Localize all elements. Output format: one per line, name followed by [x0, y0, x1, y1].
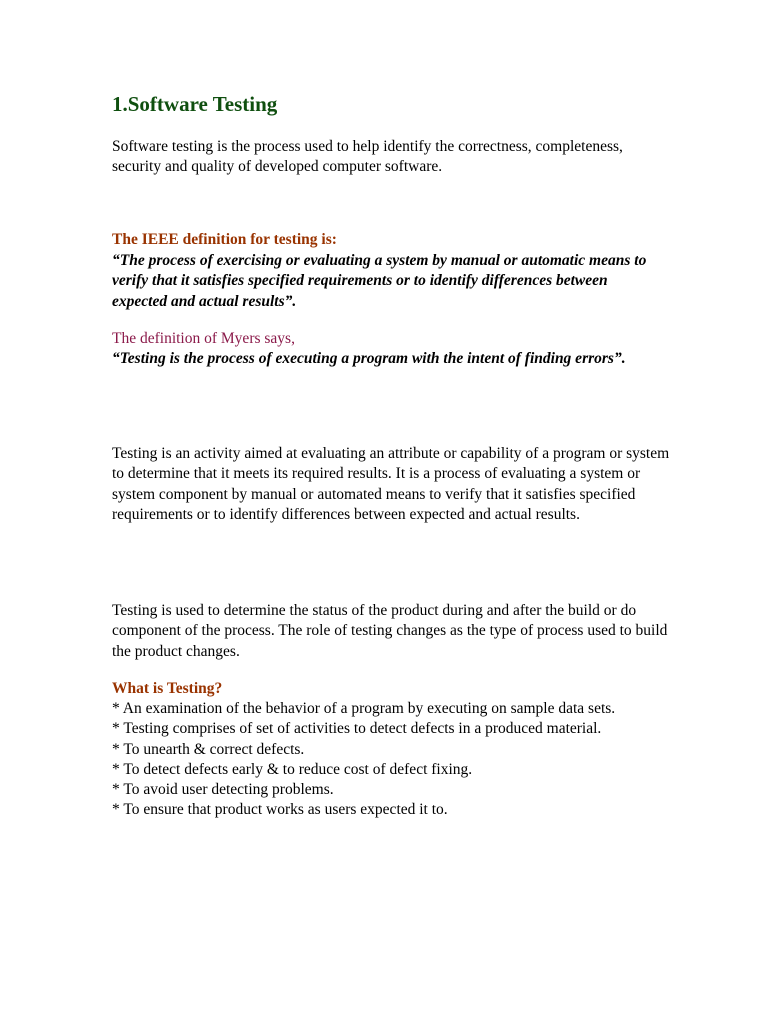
list-item: * To avoid user detecting problems.: [112, 781, 334, 799]
myers-definition-quote: “Testing is the process of executing a program with the intent of finding errors”.: [112, 350, 626, 367]
list-item: * An examination of the behavior of a program by executing on sample data sets.: [112, 700, 616, 717]
what-is-testing-heading: What is Testing?: [112, 680, 223, 697]
list-item: * To ensure that product works as users expected it to.: [112, 801, 448, 819]
intro-paragraph: Software testing is the process used to help identify the correctness, completeness, security and quality of developed computer software.: [112, 138, 623, 176]
what-is-testing-list: [112, 699, 662, 821]
testing-status-paragraph: Testing is used to determine the status of the product during and after the build or do component of the process. The role of testing changes as the type of process used to build the product changes.: [112, 602, 668, 660]
testing-activity-paragraph: Testing is an activity aimed at evaluating an attribute or capability of a program or system to determine that it meets its required results. It is a process of evaluating a system or system component by manual or automated means to verify that it satisfies specified requirements or to identify differences between expected and actual results.: [112, 445, 670, 523]
list-item: * To detect defects early & to reduce cost of defect fixing.: [112, 760, 473, 778]
ieee-definition-quote: “The process of exercising or evaluating a system by manual or automatic means to verify that it satisfies specified requirements or to identify differences between expected and actual results”.: [112, 252, 647, 310]
list-item: * To unearth & correct defects.: [112, 740, 305, 758]
ieee-definition-heading: The IEEE definition for testing is:: [112, 231, 337, 248]
myers-definition-heading: The definition of Myers says,: [112, 330, 295, 347]
list-item: * Testing comprises of set of activities to detect defects in a produced material.: [112, 720, 602, 738]
page-title: 1.Software Testing: [112, 92, 278, 116]
